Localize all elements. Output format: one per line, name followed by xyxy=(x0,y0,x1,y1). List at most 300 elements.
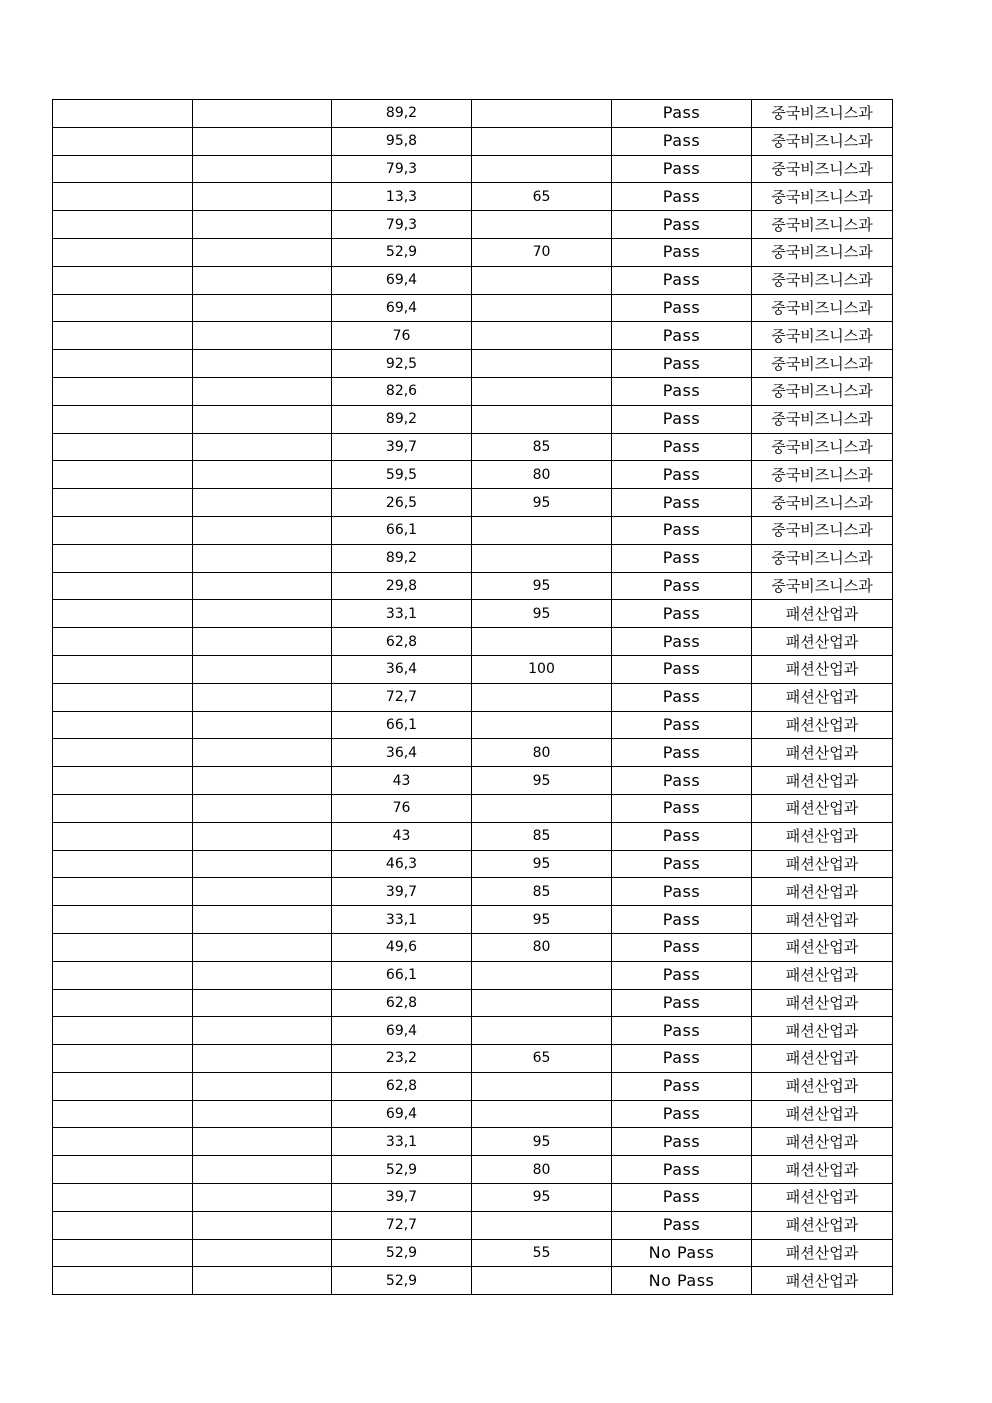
cell-extra xyxy=(472,1267,612,1295)
table-row xyxy=(53,127,893,155)
cell-result: Pass xyxy=(612,544,752,572)
cell-extra: 65 xyxy=(472,1045,612,1073)
cell-result: Pass xyxy=(612,989,752,1017)
cell-blank-1 xyxy=(53,767,193,795)
cell-extra xyxy=(472,989,612,1017)
cell-result: No Pass xyxy=(612,1239,752,1267)
cell-result: Pass xyxy=(612,266,752,294)
cell-department: 패션산업과 xyxy=(752,711,893,739)
cell-blank-1 xyxy=(53,1184,193,1212)
cell-extra: 95 xyxy=(472,600,612,628)
cell-blank-2 xyxy=(193,1128,332,1156)
table-row xyxy=(53,1100,893,1128)
cell-extra xyxy=(472,794,612,822)
cell-score: 52,9 xyxy=(332,1239,472,1267)
cell-result: Pass xyxy=(612,655,752,683)
cell-blank-2 xyxy=(193,377,332,405)
cell-extra: 55 xyxy=(472,1239,612,1267)
cell-department: 중국비즈니스과 xyxy=(752,350,893,378)
cell-score: 33,1 xyxy=(332,1128,472,1156)
table-row xyxy=(53,211,893,239)
cell-department: 패션산업과 xyxy=(752,822,893,850)
table-row xyxy=(53,405,893,433)
cell-department: 중국비즈니스과 xyxy=(752,377,893,405)
cell-extra xyxy=(472,544,612,572)
table-row xyxy=(53,1239,893,1267)
cell-blank-1 xyxy=(53,433,193,461)
cell-blank-1 xyxy=(53,1045,193,1073)
cell-extra: 80 xyxy=(472,1156,612,1184)
cell-score: 72,7 xyxy=(332,683,472,711)
cell-result: Pass xyxy=(612,183,752,211)
cell-blank-2 xyxy=(193,739,332,767)
cell-result: Pass xyxy=(612,600,752,628)
cell-extra: 95 xyxy=(472,1128,612,1156)
cell-blank-1 xyxy=(53,933,193,961)
table-row xyxy=(53,655,893,683)
cell-blank-2 xyxy=(193,183,332,211)
cell-result: Pass xyxy=(612,1184,752,1212)
cell-blank-1 xyxy=(53,822,193,850)
cell-department: 패션산업과 xyxy=(752,600,893,628)
cell-result: Pass xyxy=(612,1017,752,1045)
cell-blank-2 xyxy=(193,600,332,628)
cell-blank-1 xyxy=(53,572,193,600)
table-row xyxy=(53,350,893,378)
cell-department: 패션산업과 xyxy=(752,1128,893,1156)
cell-extra: 95 xyxy=(472,906,612,934)
cell-blank-1 xyxy=(53,850,193,878)
cell-blank-1 xyxy=(53,183,193,211)
cell-result: Pass xyxy=(612,322,752,350)
cell-result: Pass xyxy=(612,878,752,906)
cell-extra: 95 xyxy=(472,572,612,600)
cell-blank-1 xyxy=(53,600,193,628)
cell-blank-1 xyxy=(53,1267,193,1295)
cell-blank-2 xyxy=(193,1156,332,1184)
cell-department: 패션산업과 xyxy=(752,739,893,767)
cell-department: 중국비즈니스과 xyxy=(752,238,893,266)
cell-score: 49,6 xyxy=(332,933,472,961)
table-row xyxy=(53,794,893,822)
cell-result: Pass xyxy=(612,572,752,600)
cell-result: Pass xyxy=(612,294,752,322)
cell-result: Pass xyxy=(612,628,752,656)
cell-blank-2 xyxy=(193,266,332,294)
cell-result: Pass xyxy=(612,100,752,128)
cell-blank-2 xyxy=(193,211,332,239)
table-row xyxy=(53,1072,893,1100)
cell-score: 79,3 xyxy=(332,211,472,239)
cell-extra xyxy=(472,1211,612,1239)
cell-score: 76 xyxy=(332,322,472,350)
cell-department: 패션산업과 xyxy=(752,850,893,878)
cell-department: 패션산업과 xyxy=(752,1017,893,1045)
cell-blank-1 xyxy=(53,655,193,683)
table-row xyxy=(53,961,893,989)
table-row xyxy=(53,1267,893,1295)
table-row xyxy=(53,906,893,934)
results-table xyxy=(52,99,893,1295)
cell-department: 패션산업과 xyxy=(752,961,893,989)
table-row xyxy=(53,600,893,628)
cell-score: 62,8 xyxy=(332,628,472,656)
cell-score: 33,1 xyxy=(332,600,472,628)
cell-result: Pass xyxy=(612,1100,752,1128)
cell-score: 69,4 xyxy=(332,1017,472,1045)
cell-blank-2 xyxy=(193,1184,332,1212)
cell-blank-2 xyxy=(193,1045,332,1073)
table-row xyxy=(53,516,893,544)
cell-department: 패션산업과 xyxy=(752,1156,893,1184)
cell-blank-1 xyxy=(53,961,193,989)
table-row xyxy=(53,238,893,266)
cell-blank-2 xyxy=(193,711,332,739)
cell-department: 패션산업과 xyxy=(752,1184,893,1212)
cell-department: 패션산업과 xyxy=(752,878,893,906)
cell-extra xyxy=(472,294,612,322)
cell-blank-1 xyxy=(53,878,193,906)
cell-score: 29,8 xyxy=(332,572,472,600)
table-row xyxy=(53,155,893,183)
cell-department: 중국비즈니스과 xyxy=(752,266,893,294)
cell-result: Pass xyxy=(612,489,752,517)
cell-department: 중국비즈니스과 xyxy=(752,127,893,155)
cell-score: 62,8 xyxy=(332,1072,472,1100)
cell-department: 패션산업과 xyxy=(752,683,893,711)
cell-blank-1 xyxy=(53,350,193,378)
table-row xyxy=(53,989,893,1017)
table-row xyxy=(53,767,893,795)
table-row xyxy=(53,183,893,211)
cell-blank-1 xyxy=(53,1128,193,1156)
cell-result: Pass xyxy=(612,211,752,239)
cell-department: 중국비즈니스과 xyxy=(752,516,893,544)
cell-result: Pass xyxy=(612,822,752,850)
cell-department: 패션산업과 xyxy=(752,989,893,1017)
cell-score: 66,1 xyxy=(332,711,472,739)
table-row xyxy=(53,544,893,572)
cell-department: 중국비즈니스과 xyxy=(752,211,893,239)
cell-blank-2 xyxy=(193,294,332,322)
cell-score: 82,6 xyxy=(332,377,472,405)
cell-blank-1 xyxy=(53,322,193,350)
cell-result: Pass xyxy=(612,906,752,934)
cell-blank-1 xyxy=(53,1156,193,1184)
cell-department: 중국비즈니스과 xyxy=(752,572,893,600)
cell-score: 43 xyxy=(332,767,472,795)
table-row xyxy=(53,1184,893,1212)
cell-score: 59,5 xyxy=(332,461,472,489)
cell-score: 72,7 xyxy=(332,1211,472,1239)
table-row xyxy=(53,1017,893,1045)
cell-blank-2 xyxy=(193,322,332,350)
cell-score: 46,3 xyxy=(332,850,472,878)
cell-result: Pass xyxy=(612,794,752,822)
cell-blank-1 xyxy=(53,238,193,266)
cell-result: Pass xyxy=(612,683,752,711)
cell-score: 36,4 xyxy=(332,655,472,683)
cell-result: Pass xyxy=(612,961,752,989)
cell-score: 39,7 xyxy=(332,1184,472,1212)
table-row xyxy=(53,850,893,878)
cell-score: 26,5 xyxy=(332,489,472,517)
cell-blank-1 xyxy=(53,739,193,767)
cell-department: 패션산업과 xyxy=(752,933,893,961)
cell-result: Pass xyxy=(612,433,752,461)
cell-blank-1 xyxy=(53,544,193,572)
cell-blank-1 xyxy=(53,1017,193,1045)
table-row xyxy=(53,433,893,461)
cell-extra: 80 xyxy=(472,739,612,767)
cell-blank-1 xyxy=(53,155,193,183)
cell-blank-2 xyxy=(193,822,332,850)
cell-blank-2 xyxy=(193,100,332,128)
cell-extra: 80 xyxy=(472,461,612,489)
cell-score: 62,8 xyxy=(332,989,472,1017)
cell-result: Pass xyxy=(612,739,752,767)
cell-result: Pass xyxy=(612,461,752,489)
table-row xyxy=(53,489,893,517)
cell-extra xyxy=(472,961,612,989)
cell-score: 76 xyxy=(332,794,472,822)
cell-department: 패션산업과 xyxy=(752,655,893,683)
cell-department: 패션산업과 xyxy=(752,1211,893,1239)
cell-blank-1 xyxy=(53,794,193,822)
table-row xyxy=(53,294,893,322)
cell-extra xyxy=(472,711,612,739)
cell-score: 69,4 xyxy=(332,1100,472,1128)
table-row xyxy=(53,1045,893,1073)
cell-blank-1 xyxy=(53,516,193,544)
cell-blank-1 xyxy=(53,489,193,517)
cell-blank-2 xyxy=(193,127,332,155)
cell-blank-1 xyxy=(53,683,193,711)
cell-score: 69,4 xyxy=(332,266,472,294)
cell-department: 중국비즈니스과 xyxy=(752,183,893,211)
cell-blank-1 xyxy=(53,1211,193,1239)
cell-score: 92,5 xyxy=(332,350,472,378)
cell-blank-2 xyxy=(193,850,332,878)
table-row xyxy=(53,266,893,294)
cell-blank-1 xyxy=(53,405,193,433)
cell-extra: 70 xyxy=(472,238,612,266)
cell-department: 중국비즈니스과 xyxy=(752,322,893,350)
cell-score: 52,9 xyxy=(332,1267,472,1295)
table-row xyxy=(53,1211,893,1239)
cell-score: 36,4 xyxy=(332,739,472,767)
cell-blank-2 xyxy=(193,433,332,461)
table-row xyxy=(53,100,893,128)
cell-blank-1 xyxy=(53,377,193,405)
cell-result: Pass xyxy=(612,767,752,795)
cell-score: 79,3 xyxy=(332,155,472,183)
cell-score: 89,2 xyxy=(332,100,472,128)
cell-extra: 95 xyxy=(472,767,612,795)
cell-blank-2 xyxy=(193,1017,332,1045)
cell-department: 중국비즈니스과 xyxy=(752,294,893,322)
cell-extra xyxy=(472,127,612,155)
cell-extra xyxy=(472,155,612,183)
table-row xyxy=(53,461,893,489)
cell-score: 52,9 xyxy=(332,1156,472,1184)
cell-blank-2 xyxy=(193,544,332,572)
cell-score: 43 xyxy=(332,822,472,850)
cell-extra: 95 xyxy=(472,850,612,878)
cell-result: Pass xyxy=(612,127,752,155)
cell-blank-2 xyxy=(193,516,332,544)
table-row xyxy=(53,933,893,961)
cell-extra xyxy=(472,516,612,544)
table-row xyxy=(53,1156,893,1184)
cell-result: Pass xyxy=(612,850,752,878)
cell-extra xyxy=(472,683,612,711)
table-row xyxy=(53,739,893,767)
cell-result: Pass xyxy=(612,1211,752,1239)
cell-extra: 85 xyxy=(472,433,612,461)
cell-department: 중국비즈니스과 xyxy=(752,433,893,461)
cell-extra xyxy=(472,405,612,433)
cell-result: Pass xyxy=(612,1156,752,1184)
cell-score: 89,2 xyxy=(332,544,472,572)
cell-extra: 80 xyxy=(472,933,612,961)
cell-blank-2 xyxy=(193,906,332,934)
cell-blank-2 xyxy=(193,1211,332,1239)
cell-blank-2 xyxy=(193,655,332,683)
cell-blank-2 xyxy=(193,878,332,906)
cell-department: 중국비즈니스과 xyxy=(752,489,893,517)
table-row xyxy=(53,572,893,600)
cell-department: 패션산업과 xyxy=(752,628,893,656)
cell-score: 66,1 xyxy=(332,961,472,989)
cell-result: Pass xyxy=(612,405,752,433)
cell-result: No Pass xyxy=(612,1267,752,1295)
cell-score: 39,7 xyxy=(332,433,472,461)
cell-extra: 85 xyxy=(472,822,612,850)
cell-blank-1 xyxy=(53,294,193,322)
cell-department: 패션산업과 xyxy=(752,1267,893,1295)
cell-extra xyxy=(472,266,612,294)
cell-blank-1 xyxy=(53,989,193,1017)
cell-result: Pass xyxy=(612,1045,752,1073)
cell-blank-2 xyxy=(193,683,332,711)
cell-blank-2 xyxy=(193,461,332,489)
cell-blank-1 xyxy=(53,266,193,294)
cell-department: 패션산업과 xyxy=(752,1045,893,1073)
cell-blank-2 xyxy=(193,155,332,183)
cell-blank-2 xyxy=(193,1100,332,1128)
cell-extra: 85 xyxy=(472,878,612,906)
cell-department: 패션산업과 xyxy=(752,1100,893,1128)
cell-blank-2 xyxy=(193,350,332,378)
cell-extra xyxy=(472,211,612,239)
cell-score: 95,8 xyxy=(332,127,472,155)
table-row xyxy=(53,1128,893,1156)
cell-blank-2 xyxy=(193,794,332,822)
cell-blank-1 xyxy=(53,628,193,656)
cell-blank-2 xyxy=(193,1072,332,1100)
cell-extra: 65 xyxy=(472,183,612,211)
cell-result: Pass xyxy=(612,377,752,405)
cell-blank-2 xyxy=(193,961,332,989)
cell-extra xyxy=(472,1072,612,1100)
table-row xyxy=(53,822,893,850)
cell-department: 패션산업과 xyxy=(752,1239,893,1267)
cell-extra xyxy=(472,322,612,350)
cell-extra: 95 xyxy=(472,1184,612,1212)
cell-department: 중국비즈니스과 xyxy=(752,100,893,128)
cell-result: Pass xyxy=(612,933,752,961)
cell-department: 패션산업과 xyxy=(752,1072,893,1100)
cell-blank-2 xyxy=(193,238,332,266)
cell-blank-1 xyxy=(53,1239,193,1267)
cell-department: 중국비즈니스과 xyxy=(752,155,893,183)
cell-result: Pass xyxy=(612,516,752,544)
cell-extra xyxy=(472,100,612,128)
table-row xyxy=(53,628,893,656)
cell-result: Pass xyxy=(612,1072,752,1100)
cell-blank-2 xyxy=(193,989,332,1017)
cell-score: 66,1 xyxy=(332,516,472,544)
table-row xyxy=(53,711,893,739)
cell-result: Pass xyxy=(612,155,752,183)
cell-blank-1 xyxy=(53,127,193,155)
cell-result: Pass xyxy=(612,350,752,378)
cell-department: 패션산업과 xyxy=(752,794,893,822)
cell-blank-1 xyxy=(53,100,193,128)
cell-blank-2 xyxy=(193,1267,332,1295)
cell-extra xyxy=(472,1100,612,1128)
cell-score: 13,3 xyxy=(332,183,472,211)
cell-result: Pass xyxy=(612,711,752,739)
table-row xyxy=(53,878,893,906)
cell-blank-2 xyxy=(193,572,332,600)
cell-score: 89,2 xyxy=(332,405,472,433)
cell-department: 중국비즈니스과 xyxy=(752,405,893,433)
cell-department: 중국비즈니스과 xyxy=(752,544,893,572)
cell-blank-1 xyxy=(53,461,193,489)
table-row xyxy=(53,683,893,711)
cell-extra xyxy=(472,628,612,656)
cell-blank-2 xyxy=(193,489,332,517)
cell-blank-2 xyxy=(193,628,332,656)
cell-blank-1 xyxy=(53,211,193,239)
cell-score: 39,7 xyxy=(332,878,472,906)
cell-department: 중국비즈니스과 xyxy=(752,461,893,489)
cell-blank-2 xyxy=(193,1239,332,1267)
results-table-body xyxy=(53,100,893,1295)
table-row xyxy=(53,377,893,405)
cell-blank-1 xyxy=(53,711,193,739)
cell-blank-2 xyxy=(193,933,332,961)
cell-department: 패션산업과 xyxy=(752,767,893,795)
cell-extra: 95 xyxy=(472,489,612,517)
table-row xyxy=(53,322,893,350)
cell-score: 69,4 xyxy=(332,294,472,322)
cell-extra xyxy=(472,377,612,405)
cell-score: 33,1 xyxy=(332,906,472,934)
cell-blank-2 xyxy=(193,767,332,795)
cell-blank-1 xyxy=(53,1100,193,1128)
cell-blank-2 xyxy=(193,405,332,433)
cell-extra xyxy=(472,1017,612,1045)
cell-result: Pass xyxy=(612,1128,752,1156)
cell-extra: 100 xyxy=(472,655,612,683)
cell-score: 23,2 xyxy=(332,1045,472,1073)
cell-extra xyxy=(472,350,612,378)
cell-department: 패션산업과 xyxy=(752,906,893,934)
cell-blank-1 xyxy=(53,906,193,934)
